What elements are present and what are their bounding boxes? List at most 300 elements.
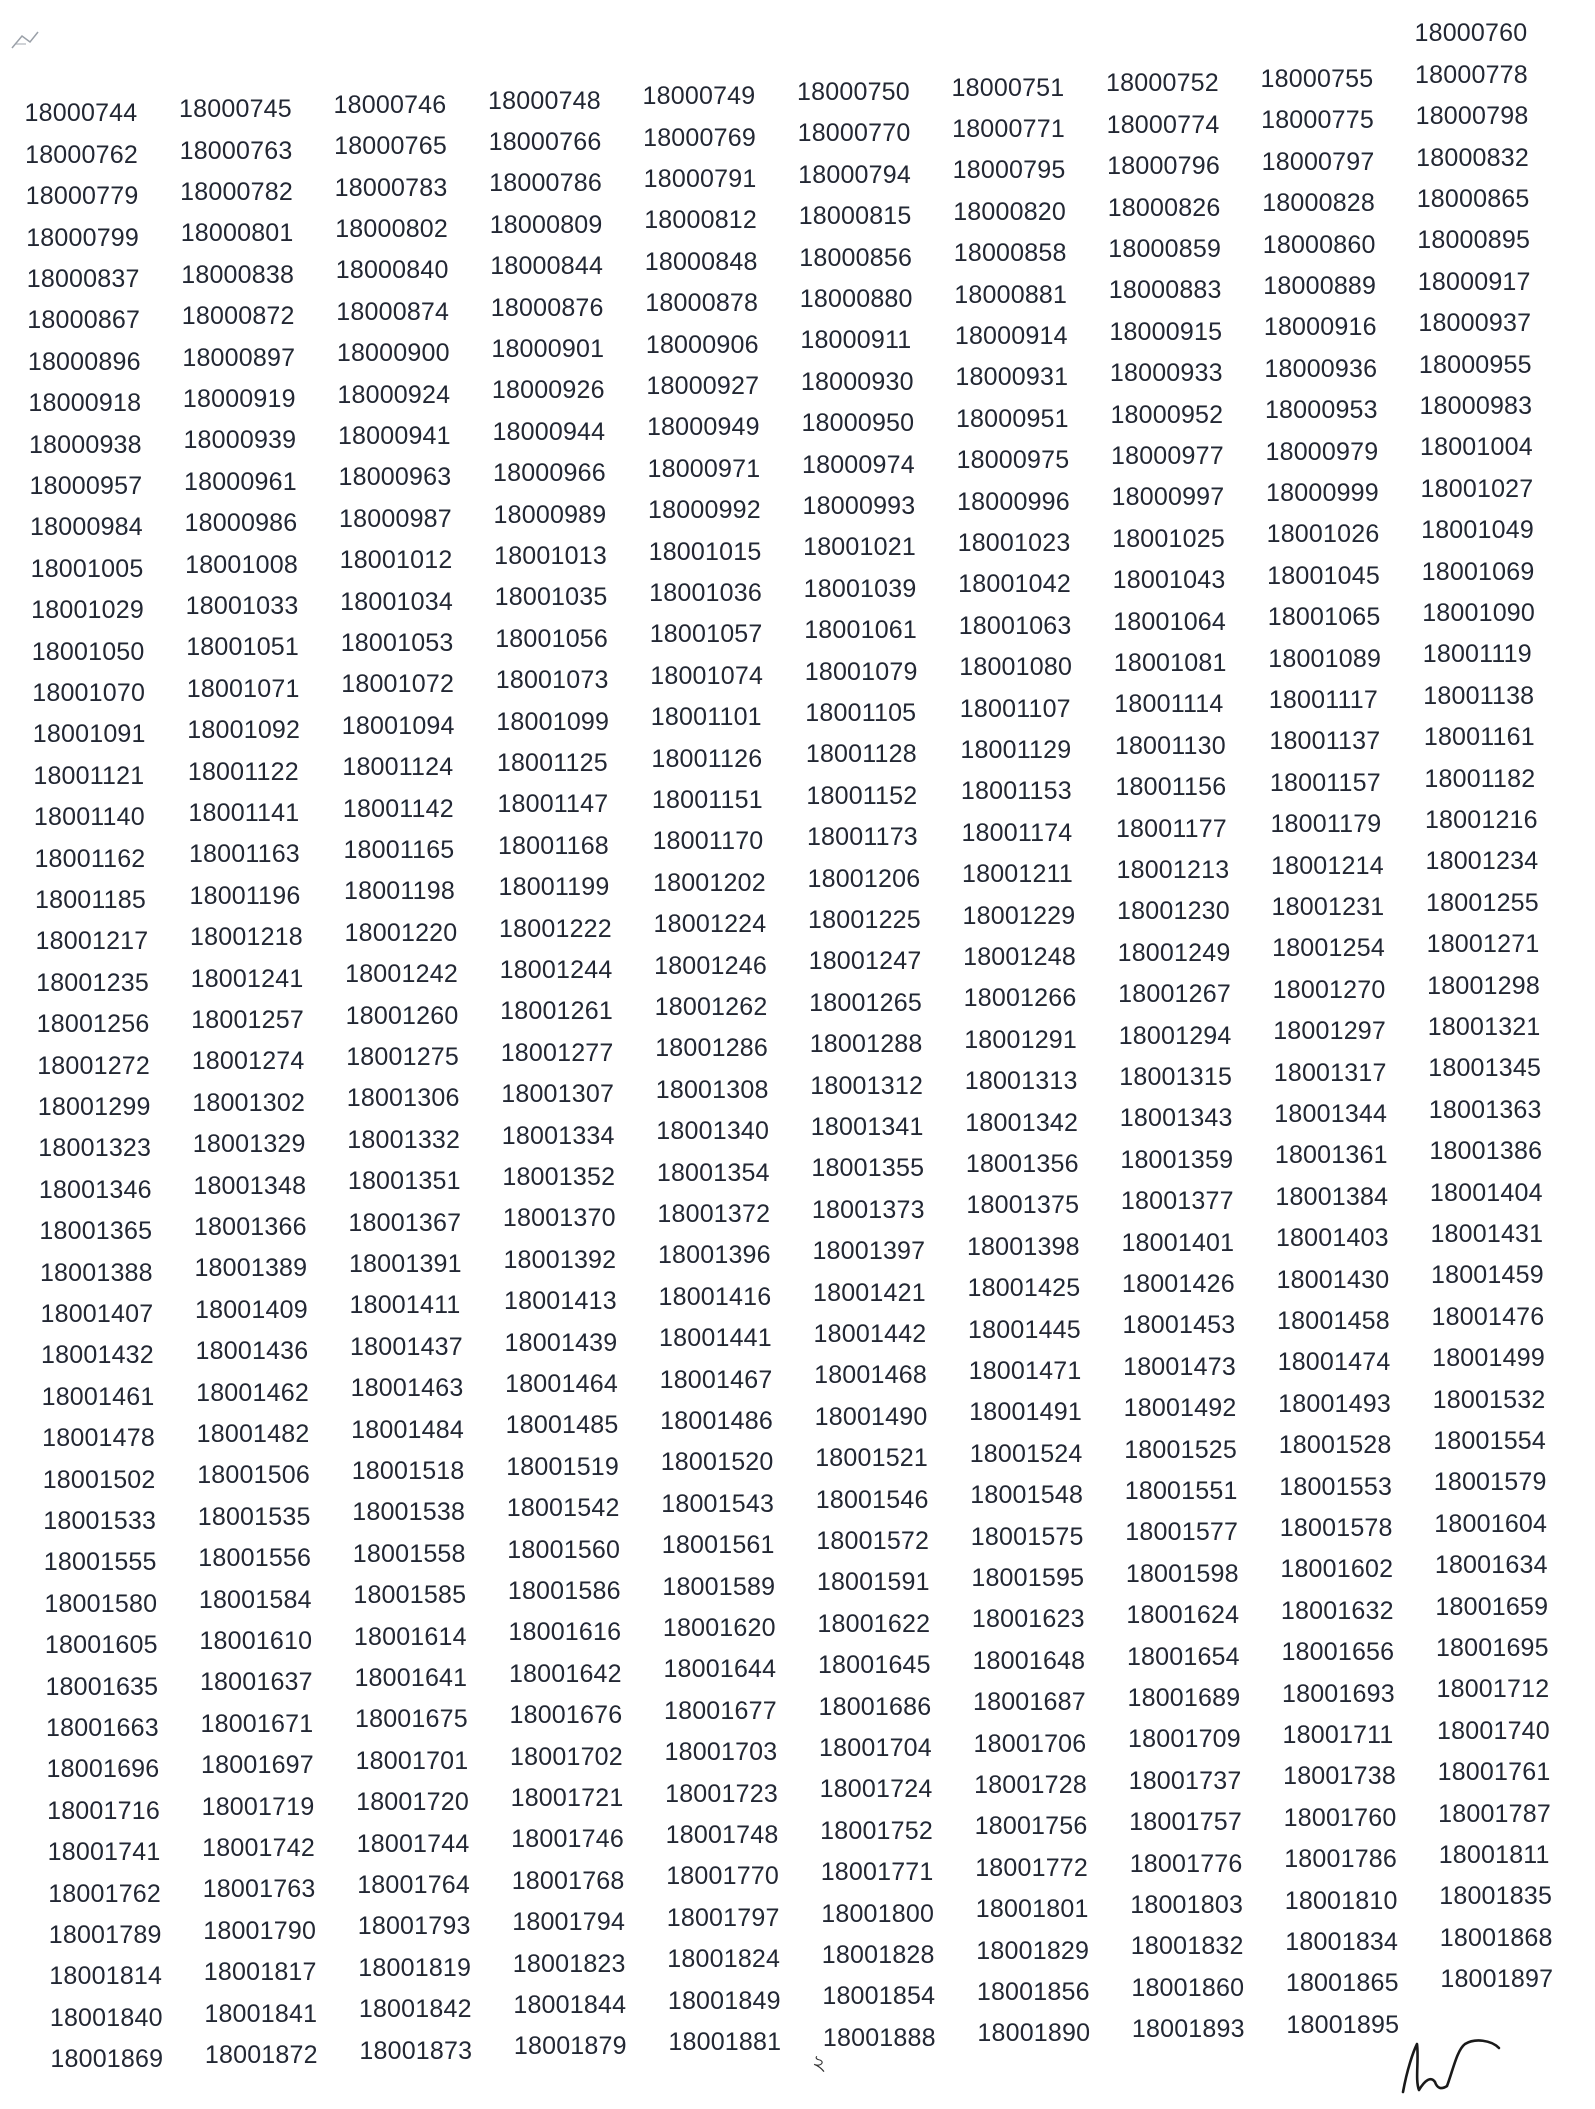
roll-number: 18000874 <box>336 297 450 326</box>
roll-number: 18001474 <box>1277 1348 1391 1377</box>
roll-number: 18001403 <box>1275 1224 1389 1253</box>
roll-number: 18001471 <box>968 1357 1082 1385</box>
roll-number: 18000974 <box>802 450 915 479</box>
roll-number: 18001580 <box>44 1589 158 1618</box>
roll-number: 18001042 <box>958 570 1071 599</box>
roll-number: 18001256 <box>36 1010 150 1039</box>
roll-number: 18001211 <box>962 860 1073 889</box>
roll-number: 18000786 <box>489 169 602 198</box>
roll-number: 18001624 <box>1126 1601 1240 1630</box>
roll-number: 18000949 <box>646 413 760 442</box>
roll-number: 18001260 <box>345 1001 459 1030</box>
roll-number: 18000774 <box>1106 110 1220 139</box>
roll-number: 18001013 <box>494 541 607 570</box>
roll-number: 18001177 <box>1115 814 1227 843</box>
roll-number: 18001081 <box>1113 648 1227 677</box>
roll-number: 18001654 <box>1126 1642 1240 1671</box>
roll-number: 18000782 <box>180 177 293 206</box>
roll-number: 18000931 <box>955 363 1069 392</box>
roll-number: 18001026 <box>1266 520 1380 549</box>
roll-number: 18001069 <box>1421 557 1535 586</box>
roll-number: 18001786 <box>1284 1845 1398 1874</box>
roll-number: 18001873 <box>359 2036 473 2065</box>
roll-number: 18001392 <box>503 1245 617 1274</box>
roll-number: 18001271 <box>1426 930 1540 959</box>
roll-number: 18001895 <box>1286 2010 1400 2039</box>
roll-number: 18001064 <box>1113 607 1227 636</box>
roll-number: 18000966 <box>493 459 606 488</box>
roll-number: 18001270 <box>1272 975 1386 1004</box>
roll-number: 18001344 <box>1274 1100 1388 1128</box>
roll-number: 18001061 <box>804 616 918 645</box>
roll-number: 18001591 <box>816 1568 930 1597</box>
roll-number: 18001490 <box>814 1402 928 1431</box>
roll-number: 18000796 <box>1107 152 1220 181</box>
roll-number: 18001872 <box>204 2040 318 2069</box>
roll-number: 18001321 <box>1427 1012 1541 1041</box>
roll-number: 18001442 <box>813 1319 927 1348</box>
roll-number: 18001262 <box>654 993 768 1021</box>
roll-number: 18001346 <box>38 1175 152 1204</box>
roll-number: 18000997 <box>1111 483 1225 512</box>
roll-number: 18000953 <box>1264 396 1378 425</box>
roll-number: 18001439 <box>504 1328 618 1357</box>
roll-number: 18001034 <box>340 587 453 616</box>
roll-number: 18001605 <box>44 1631 158 1660</box>
roll-number: 18000915 <box>1109 317 1223 346</box>
roll-number: 18001671 <box>200 1709 314 1738</box>
roll-number: 18000801 <box>180 219 294 248</box>
roll-number: 18000917 <box>1417 267 1531 296</box>
roll-number: 18001701 <box>355 1746 469 1775</box>
roll-number: 18001027 <box>1420 474 1534 503</box>
roll-number: 18000872 <box>181 302 295 331</box>
roll-number: 18001854 <box>822 1982 936 2011</box>
roll-number: 18001230 <box>1117 897 1230 926</box>
roll-number: 18001272 <box>37 1051 151 1080</box>
roll-number: 18001107 <box>959 694 1071 723</box>
roll-number: 18001386 <box>1429 1137 1543 1166</box>
roll-number: 18001519 <box>506 1452 620 1481</box>
roll-number: 18000952 <box>1110 400 1224 429</box>
roll-number: 18001313 <box>964 1067 1078 1096</box>
roll-number: 18001645 <box>817 1651 931 1680</box>
roll-number: 18001266 <box>963 984 1077 1013</box>
roll-number: 18000797 <box>1261 147 1375 176</box>
roll-number: 18000971 <box>647 454 761 483</box>
roll-number: 18000752 <box>1106 69 1219 98</box>
roll-number: 18001229 <box>962 901 1076 930</box>
roll-number: 18001142 <box>342 794 454 823</box>
roll-number: 18001090 <box>1422 598 1536 627</box>
roll-number: 18001073 <box>495 666 609 695</box>
roll-number: 18001642 <box>508 1659 622 1688</box>
roll-number: 18001644 <box>663 1655 777 1684</box>
roll-number: 18001598 <box>1125 1559 1239 1588</box>
roll-number: 18000762 <box>25 140 138 169</box>
roll-number: 18001352 <box>502 1162 616 1191</box>
roll-number: 18001656 <box>1281 1638 1395 1667</box>
roll-number: 18001553 <box>1279 1472 1393 1501</box>
roll-number: 18001317 <box>1273 1058 1387 1087</box>
roll-number: 18000865 <box>1416 184 1530 213</box>
roll-number: 18000955 <box>1418 350 1532 379</box>
roll-number: 18001535 <box>197 1502 311 1531</box>
roll-number: 18001744 <box>356 1829 470 1858</box>
roll-number: 18000755 <box>1260 65 1374 93</box>
roll-number: 18001756 <box>974 1812 1088 1841</box>
roll-number: 18000986 <box>184 509 298 538</box>
roll-number: 18001161 <box>1423 723 1535 752</box>
roll-number: 18001179 <box>1270 810 1382 839</box>
roll-number: 18001121 <box>33 761 145 790</box>
roll-number: 18001585 <box>353 1581 467 1610</box>
roll-number: 18001299 <box>37 1093 151 1121</box>
roll-number: 18000791 <box>643 165 757 193</box>
roll-number: 18000858 <box>953 239 1067 268</box>
roll-number: 18001763 <box>202 1875 316 1904</box>
roll-number: 18000901 <box>491 334 605 363</box>
roll-number: 18001275 <box>346 1043 460 1071</box>
roll-number: 18001359 <box>1120 1145 1234 1174</box>
roll-number: 18001315 <box>1119 1062 1233 1091</box>
roll-number: 18001493 <box>1278 1389 1391 1418</box>
roll-number: 18001686 <box>818 1692 932 1721</box>
roll-number: 18001254 <box>1272 934 1385 963</box>
roll-number: 18001356 <box>965 1150 1079 1178</box>
roll-number: 18001117 <box>1268 686 1378 714</box>
roll-number: 18001543 <box>661 1489 775 1518</box>
roll-number: 18000809 <box>489 210 603 239</box>
roll-number: 18001057 <box>649 620 763 649</box>
roll-number: 18001162 <box>34 844 146 873</box>
roll-number: 18001712 <box>1436 1675 1550 1704</box>
roll-number: 18001869 <box>50 2045 164 2074</box>
roll-number: 18000778 <box>1415 60 1528 89</box>
roll-number: 18001819 <box>358 1953 472 1982</box>
roll-number: 18000996 <box>957 487 1070 516</box>
roll-number: 18001361 <box>1274 1141 1388 1170</box>
roll-number: 18000848 <box>644 247 758 276</box>
roll-number: 18001373 <box>811 1195 925 1224</box>
roll-number: 18001737 <box>1128 1766 1242 1795</box>
roll-number: 18001342 <box>965 1108 1079 1137</box>
roll-number: 18001532 <box>1432 1385 1546 1414</box>
roll-number: 18001703 <box>664 1738 778 1767</box>
roll-number: 18000828 <box>1262 189 1376 218</box>
roll-number: 18001728 <box>974 1771 1087 1799</box>
roll-number: 18000906 <box>645 330 759 359</box>
roll-number: 18001556 <box>198 1544 312 1573</box>
roll-number: 18001119 <box>1422 640 1532 669</box>
roll-number: 18001793 <box>357 1912 471 1941</box>
roll-number: 18001463 <box>350 1374 464 1403</box>
roll-number: 18000979 <box>1265 437 1379 466</box>
roll-number: 18001070 <box>32 679 146 707</box>
roll-number: 18001122 <box>187 757 299 786</box>
roll-number: 18000798 <box>1415 102 1529 131</box>
roll-number: 18001560 <box>507 1535 621 1564</box>
roll-number: 18001216 <box>1424 805 1538 834</box>
roll-number: 18001094 <box>341 711 455 740</box>
roll-number: 18001579 <box>1433 1468 1547 1497</box>
roll-number: 18001153 <box>960 777 1072 806</box>
roll-number: 18001389 <box>194 1254 308 1283</box>
roll-number: 18001800 <box>821 1899 935 1928</box>
roll-number: 18001217 <box>35 927 149 956</box>
roll-number: 18000911 <box>800 326 912 355</box>
roll-number: 18001893 <box>1131 2015 1245 2044</box>
roll-number: 18001173 <box>806 823 918 852</box>
roll-number: 18001377 <box>1120 1187 1234 1216</box>
roll-number: 18001834 <box>1285 1928 1399 1956</box>
roll-number: 18001840 <box>49 2003 163 2032</box>
roll-number: 18001704 <box>819 1733 932 1762</box>
roll-number: 18001182 <box>1424 764 1536 793</box>
roll-number: 18001092 <box>187 716 301 745</box>
roll-number: 18000977 <box>1111 441 1224 470</box>
roll-number: 18001413 <box>504 1287 617 1316</box>
roll-number: 18001687 <box>973 1688 1086 1717</box>
roll-number: 18000883 <box>1108 276 1222 305</box>
roll-number: 18001632 <box>1280 1596 1394 1625</box>
roll-number: 18001829 <box>976 1936 1090 1965</box>
roll-number: 18001586 <box>507 1576 621 1605</box>
roll-number: 18001147 <box>497 790 609 819</box>
roll-number: 18001071 <box>186 674 300 703</box>
roll-number: 18001370 <box>502 1204 616 1233</box>
roll-number: 18001008 <box>185 550 298 579</box>
roll-number: 18001768 <box>511 1866 625 1895</box>
roll-number: 18001165 <box>343 836 455 864</box>
roll-number: 18001462 <box>196 1378 309 1407</box>
roll-number: 18001464 <box>505 1369 618 1398</box>
roll-number: 18001334 <box>501 1121 615 1150</box>
roll-number: 18001506 <box>197 1461 311 1490</box>
roll-number: 18001213 <box>1116 855 1230 884</box>
roll-number: 18001595 <box>971 1564 1085 1592</box>
roll-number: 18001430 <box>1276 1265 1390 1294</box>
roll-number: 18000983 <box>1419 391 1533 420</box>
roll-number: 18001348 <box>193 1171 307 1200</box>
roll-number: 18000820 <box>953 197 1067 226</box>
roll-number: 18001105 <box>805 698 917 727</box>
roll-number: 18000989 <box>493 500 607 529</box>
roll-number: 18001035 <box>494 583 608 612</box>
roll-number: 18001329 <box>192 1130 306 1159</box>
roll-number: 18001072 <box>341 670 455 699</box>
roll-number: 18001354 <box>656 1158 770 1187</box>
roll-number: 18001620 <box>662 1614 776 1642</box>
roll-number: 18000799 <box>26 223 140 252</box>
roll-number: 18001491 <box>969 1398 1082 1427</box>
roll-number: 18000856 <box>799 243 913 272</box>
roll-number: 18001676 <box>509 1701 623 1730</box>
roll-number: 18000765 <box>334 132 447 161</box>
roll-number: 18001234 <box>1425 847 1539 876</box>
roll-number: 18000941 <box>337 422 451 450</box>
roll-number: 18000916 <box>1263 313 1377 342</box>
roll-number: 18001198 <box>344 877 455 906</box>
roll-number: 18000992 <box>648 496 761 525</box>
roll-number: 18001663 <box>46 1714 159 1742</box>
roll-number: 18000984 <box>30 513 143 542</box>
roll-number: 18001521 <box>815 1444 929 1473</box>
roll-number: 18000867 <box>27 306 141 335</box>
roll-number: 18001468 <box>814 1361 927 1390</box>
roll-number: 18001584 <box>198 1585 312 1614</box>
roll-number: 18001794 <box>512 1908 626 1937</box>
roll-number: 18001741 <box>47 1838 161 1867</box>
roll-number: 18001473 <box>1123 1352 1236 1381</box>
roll-number: 18001306 <box>346 1084 460 1113</box>
roll-number: 18001721 <box>510 1783 624 1812</box>
roll-number: 18001803 <box>1130 1890 1244 1919</box>
roll-number: 18001005 <box>30 554 144 583</box>
roll-number: 18001206 <box>807 864 921 893</box>
roll-number: 18001538 <box>352 1498 466 1527</box>
roll-number: 18001604 <box>1434 1509 1548 1538</box>
roll-number: 18001199 <box>498 873 610 902</box>
roll-number: 18001610 <box>199 1626 313 1655</box>
roll-number: 18001437 <box>350 1332 463 1361</box>
roll-number: 18001151 <box>651 786 763 814</box>
roll-number: 18001693 <box>1282 1679 1395 1708</box>
roll-number: 18001367 <box>348 1208 462 1237</box>
roll-number: 18001033 <box>185 591 299 620</box>
roll-number: 18001257 <box>191 1005 304 1034</box>
roll-number: 18001856 <box>976 1978 1090 2006</box>
roll-number: 18000838 <box>181 260 295 289</box>
roll-number: 18001485 <box>505 1411 619 1440</box>
roll-number: 18001397 <box>812 1237 926 1266</box>
roll-number: 18001738 <box>1283 1762 1396 1791</box>
roll-number: 18000763 <box>179 136 293 165</box>
roll-number: 18001696 <box>46 1755 160 1784</box>
roll-number: 18001789 <box>48 1921 162 1949</box>
roll-number: 18001029 <box>31 596 144 625</box>
roll-number: 18001125 <box>496 748 608 777</box>
roll-number: 18001797 <box>666 1903 780 1932</box>
roll-number: 18001224 <box>653 910 767 939</box>
roll-number: 18000826 <box>1107 193 1221 222</box>
roll-number: 18000783 <box>334 173 448 202</box>
roll-number: 18001459 <box>1431 1261 1544 1290</box>
roll-number: 18001126 <box>651 744 763 773</box>
roll-number: 18001063 <box>958 611 1072 640</box>
roll-number: 18001842 <box>358 1995 472 2024</box>
roll-number: 18001114 <box>1114 690 1224 719</box>
roll-number: 18001218 <box>190 923 303 952</box>
roll-number: 18001499 <box>1432 1344 1545 1373</box>
roll-number: 18001185 <box>35 886 146 914</box>
roll-number: 18001196 <box>189 881 301 910</box>
roll-number: 18001702 <box>510 1742 623 1771</box>
roll-number: 18001757 <box>1129 1808 1242 1837</box>
roll-number: 18001297 <box>1273 1017 1387 1046</box>
roll-number: 18001375 <box>966 1191 1080 1220</box>
signature-icon <box>1395 2030 1505 2100</box>
roll-number: 18001080 <box>959 653 1073 682</box>
roll-number: 18001881 <box>668 2028 782 2056</box>
roll-number: 18001695 <box>1435 1633 1549 1662</box>
roll-number: 18001343 <box>1119 1104 1233 1133</box>
roll-number: 18001345 <box>1428 1054 1542 1083</box>
roll-number: 18001049 <box>1421 516 1534 545</box>
roll-number: 18001128 <box>805 740 917 769</box>
roll-number: 18001548 <box>970 1481 1084 1510</box>
roll-number: 18001436 <box>195 1337 309 1366</box>
roll-number: 18001879 <box>513 2032 627 2061</box>
roll-number: 18000760 <box>1414 19 1528 48</box>
roll-number: 18001616 <box>508 1618 622 1647</box>
roll-number: 18001461 <box>41 1382 155 1411</box>
roll-number: 18000748 <box>488 86 601 115</box>
roll-number: 18000926 <box>491 376 605 405</box>
roll-number: 18001868 <box>1439 1923 1553 1952</box>
roll-number: 18001267 <box>1118 980 1231 1009</box>
page-number: ২ <box>812 2050 827 2075</box>
roll-number: 18001023 <box>957 529 1071 557</box>
roll-number: 18000993 <box>802 491 916 520</box>
roll-number: 18001689 <box>1127 1683 1241 1712</box>
roll-number: 18001675 <box>355 1705 468 1734</box>
roll-number: 18001572 <box>816 1526 930 1555</box>
roll-number: 18001288 <box>809 1030 923 1059</box>
roll-number: 18000939 <box>183 426 297 455</box>
roll-number: 18000771 <box>952 115 1065 143</box>
roll-number: 18001533 <box>43 1507 157 1535</box>
roll-number: 18001384 <box>1275 1182 1389 1211</box>
roll-number: 18001404 <box>1429 1178 1543 1207</box>
roll-number: 18001724 <box>819 1775 933 1804</box>
roll-number: 18001043 <box>1112 566 1226 595</box>
roll-number: 18001546 <box>815 1485 929 1514</box>
roll-number: 18001865 <box>1285 1969 1399 1998</box>
roll-number: 18001138 <box>1423 681 1535 710</box>
roll-number: 18001760 <box>1283 1803 1397 1832</box>
roll-number: 18001841 <box>204 1999 318 2028</box>
roll-number: 18001844 <box>513 1990 627 2019</box>
roll-number: 18000999 <box>1266 479 1379 507</box>
roll-number: 18001222 <box>499 914 612 943</box>
roll-number: 18001720 <box>356 1788 469 1817</box>
roll-number: 18001355 <box>811 1154 925 1183</box>
roll-number: 18000944 <box>492 417 606 446</box>
roll-number: 18001051 <box>186 633 300 662</box>
roll-number: 18001719 <box>201 1792 315 1821</box>
roll-number: 18000749 <box>642 82 756 111</box>
roll-number: 18001056 <box>495 624 609 653</box>
roll-number: 18000775 <box>1261 106 1374 135</box>
roll-number: 18000938 <box>28 430 142 459</box>
roll-number: 18001398 <box>966 1232 1080 1261</box>
roll-number: 18000975 <box>956 446 1070 475</box>
roll-number: 18001502 <box>42 1465 156 1494</box>
roll-number: 18000961 <box>184 467 297 496</box>
roll-number: 18001697 <box>201 1751 314 1780</box>
roll-number: 18001341 <box>810 1112 924 1141</box>
roll-number: 18001772 <box>975 1853 1089 1882</box>
roll-number: 18001482 <box>196 1419 310 1448</box>
roll-number: 18001298 <box>1427 971 1540 1000</box>
roll-number: 18000745 <box>179 95 292 124</box>
roll-number: 18000751 <box>951 73 1065 102</box>
roll-number: 18001832 <box>1130 1932 1244 1961</box>
roll-number: 18001525 <box>1124 1435 1238 1464</box>
roll-number: 18000750 <box>797 77 910 106</box>
roll-number: 18001277 <box>500 1038 614 1067</box>
